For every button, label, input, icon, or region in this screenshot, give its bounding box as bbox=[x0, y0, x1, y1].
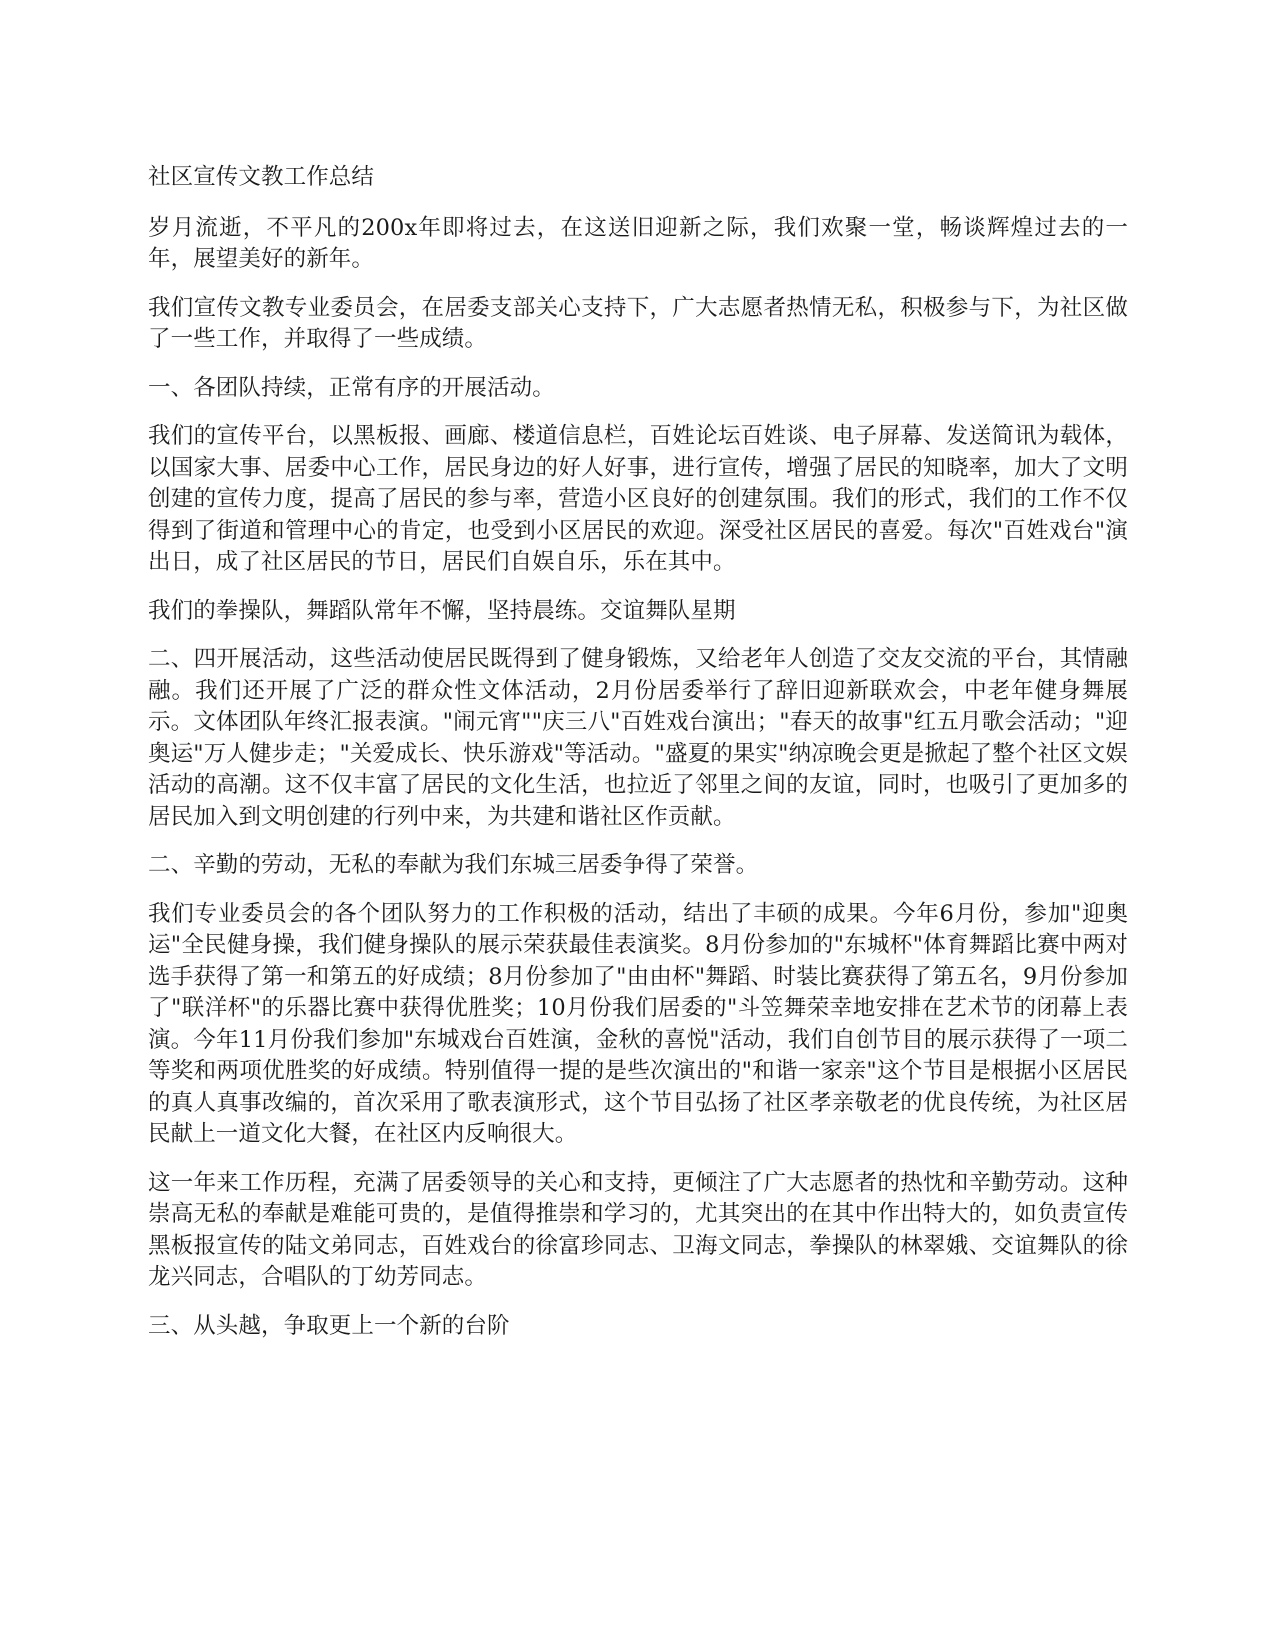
section-heading-3: 三、从头越，争取更上一个新的台阶 bbox=[148, 1312, 510, 1339]
paragraph-activities: 二、四开展活动，这些活动使居民既得到了健身锻炼，又给老年人创造了交友交流的平台，其情融融。我们还开展了广泛的群众性文体活动，2月份居委举行了辞旧迎新联欢会，中老年健身舞展示。文体团队年终汇报表演。"闹元宵""庆三八"百姓戏台演出；"春天的故事"红五月歌会活动；"迎奥运"万人健步走；"关爱成长、快乐游戏"等活动。"盛夏的果实"纳凉晚会更是掀起了整个社区文娱活动的高潮。这不仅丰富了居民的文化生活，也拉近了邻里之间的友谊，同时，也吸引了更加多的居民加入到文明创建的行列中来，为共建和谐社区作贡献。 bbox=[148, 646, 1128, 830]
section-heading-1: 一、各团队持续，正常有序的开展活动。 bbox=[148, 374, 555, 401]
document-title: 社区宣传文教工作总结 bbox=[148, 164, 375, 190]
paragraph-publicity-platform: 我们的宣传平台，以黑板报、画廊、楼道信息栏，百姓论坛百姓谈、电子屏幕、发送简讯为载体，以国家大事、居委中心工作，居民身边的好人好事，进行宣传，增强了居民的知晓率，加大了文明创建的宣传力度，提高了居民的参与率，营造小区良好的创建氛围。我们的形式，我们的工作不仅得到了街道和管理中心的肯定，也受到小区居民的欢迎。深受社区居民的喜爱。每次"百姓戏台"演出日，成了社区居民的节日，居民们自娱自乐，乐在其中。 bbox=[148, 423, 1128, 575]
section-heading-2: 二、辛勤的劳动，无私的奉献为我们东城三居委争得了荣誉。 bbox=[148, 852, 759, 878]
paragraph-intro: 岁月流逝，不平凡的200x年即将过去，在这送旧迎新之际，我们欢聚一堂，畅谈辉煌过去的一年，展望美好的新年。 bbox=[148, 214, 1128, 272]
paragraph-achievements: 我们专业委员会的各个团队努力的工作积极的活动，结出了丰硕的成果。今年6月份，参加"迎奥运"全民健身操，我们健身操队的展示荣获最佳表演奖。8月份参加的"东城杯"体育舞蹈比赛中两对选手获得了第一和第五的好成绩；8月份参加了"由由杯"舞蹈、时装比赛获得了第五名，9月份参加了"联洋杯"的乐器比赛中获得优胜奖；10月份我们居委的"斗笠舞荣幸地安排在艺术节的闭幕上表演。今年11月份我们参加"东城戏台百姓演，金秋的喜悦"活动，我们自创节目的展示获得了一项二等奖和两项优胜奖的好成绩。特别值得一提的是些次演出的"和谐一家亲"这个节目是根据小区居民的真人真事改编的，首次采用了歌表演形式，这个节目弘扬了社区孝亲敬老的优良传统，为社区居民献上一道文化大餐，在社区内反响很大。 bbox=[148, 900, 1128, 1147]
paragraph-teams: 我们的拳操队，舞蹈队常年不懈，坚持晨练。交谊舞队星期 bbox=[148, 597, 736, 624]
paragraph-committee: 我们宣传文教专业委员会，在居委支部关心支持下，广大志愿者热情无私，积极参与下，为社区做了一些工作，并取得了一些成绩。 bbox=[148, 294, 1128, 352]
paragraph-volunteers: 这一年来工作历程，充满了居委领导的关心和支持，更倾注了广大志愿者的热忱和辛勤劳动。这种崇高无私的奉献是难能可贵的，是值得推崇和学习的，尤其突出的在其中作出特大的，如负责宣传黑板报宣传的陆文弟同志，百姓戏台的徐富珍同志、卫海文同志，拳操队的林翠娥、交谊舞队的徐龙兴同志，合唱队的丁幼芳同志。 bbox=[148, 1169, 1128, 1290]
document-page bbox=[148, 162, 1128, 1359]
